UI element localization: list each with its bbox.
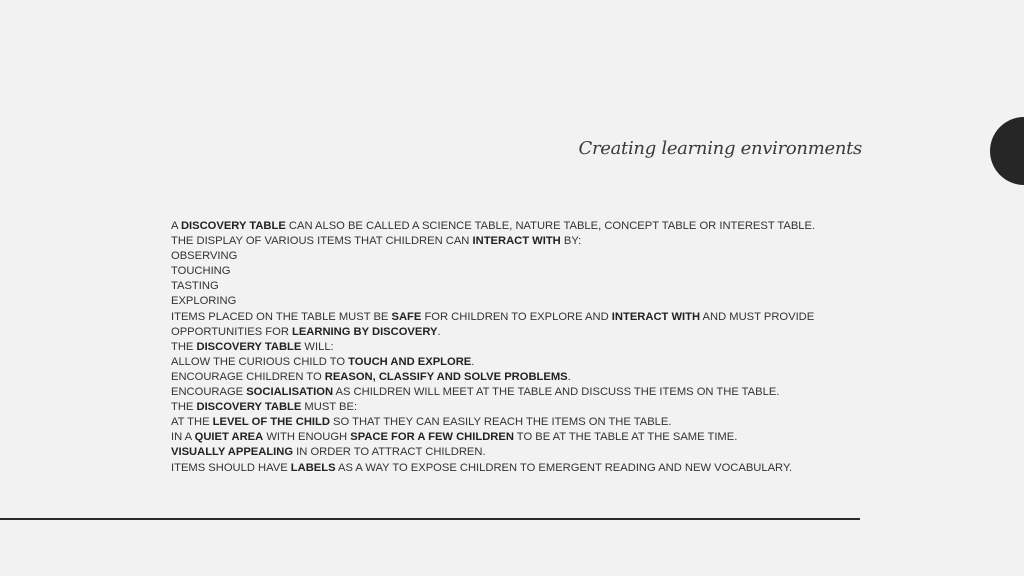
body-line: THE DISPLAY OF VARIOUS ITEMS THAT CHILDREN CAN INTERACT WITH BY: [171,235,582,248]
decorative-circle [990,117,1024,185]
body-line: ENCOURAGE CHILDREN TO REASON, CLASSIFY AND SOLVE PROBLEMS. [171,370,571,383]
body-line: A DISCOVERY TABLE CAN ALSO BE CALLED A SCIENCE TABLE, NATURE TABLE, CONCEPT TABLE OR INTEREST TABLE. [171,220,816,232]
list-item: TOUCHING [171,265,231,278]
slide-body [171,219,861,476]
body-line: THE DISCOVERY TABLE WILL: [171,340,334,353]
slide-title: Creating learning environments [578,138,862,159]
body-line: ITEMS PLACED ON THE TABLE MUST BE SAFE FOR CHILDREN TO EXPLORE AND INTERACT WITH AND MUST PROVIDE OPPORTUNITIES FOR LEARNING BY DISCOVERY. [171,310,815,338]
list-item: EXPLORING [171,295,237,308]
list-item: OBSERVING [171,250,238,263]
body-line: ENCOURAGE SOCIALISATION AS CHILDREN WILL MEET AT THE TABLE AND DISCUSS THE ITEMS ON THE TABLE. [171,386,780,399]
body-line: AT THE LEVEL OF THE CHILD SO THAT THEY CAN EASILY REACH THE ITEMS ON THE TABLE. [171,416,672,429]
bottom-divider [0,518,860,520]
list-item: TASTING [171,280,219,293]
body-line: VISUALLY APPEALING IN ORDER TO ATTRACT CHILDREN. [171,446,486,459]
body-line: ALLOW THE CURIOUS CHILD TO TOUCH AND EXPLORE. [171,355,475,368]
body-line: IN A QUIET AREA WITH ENOUGH SPACE FOR A FEW CHILDREN TO BE AT THE TABLE AT THE SAME TIME. [171,431,738,444]
body-line: ITEMS SHOULD HAVE LABELS AS A WAY TO EXPOSE CHILDREN TO EMERGENT READING AND NEW VOCABULARY. [171,461,793,474]
body-line: THE DISCOVERY TABLE MUST BE: [171,401,358,414]
